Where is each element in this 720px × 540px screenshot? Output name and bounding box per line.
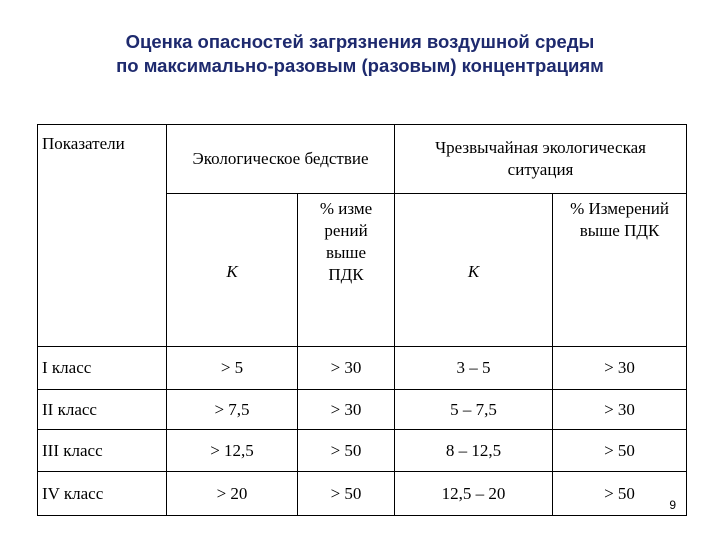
- cell-k-disaster: > 7,5: [167, 390, 298, 430]
- cell-pct-disaster: > 30: [298, 347, 395, 390]
- cell-k-emergency: 12,5 – 20: [395, 472, 553, 516]
- title-line-2: по максимально-разовым (разовым) концентрациям: [116, 55, 604, 76]
- subheader-pct-emergency: % Измерений выше ПДК: [553, 194, 687, 347]
- cell-pct-emergency: > 30: [553, 390, 687, 430]
- header-row: [38, 125, 687, 194]
- table-row: [38, 472, 687, 516]
- cell-k-emergency: 8 – 12,5: [395, 430, 553, 472]
- cell-pct-disaster: > 30: [298, 390, 395, 430]
- header-emergency-situation: Чрезвычайная экологическая ситуация: [395, 125, 687, 194]
- cell-pct-emergency: > 30: [553, 347, 687, 390]
- cell-pct-emergency: > 50: [553, 472, 687, 516]
- row-label: I класс: [38, 347, 167, 390]
- subheader-k-disaster: К: [167, 194, 298, 347]
- pollution-hazard-table: [37, 124, 687, 516]
- cell-k-disaster: > 5: [167, 347, 298, 390]
- cell-k-disaster: > 20: [167, 472, 298, 516]
- subheader-k-emergency: К: [395, 194, 553, 347]
- slide-title: [0, 30, 720, 78]
- cell-k-disaster: > 12,5: [167, 430, 298, 472]
- cell-pct-disaster: > 50: [298, 430, 395, 472]
- header-ecological-disaster: Экологическое бедствие: [167, 125, 395, 194]
- cell-pct-disaster: > 50: [298, 472, 395, 516]
- cell-k-emergency: 3 – 5: [395, 347, 553, 390]
- row-label: III класс: [38, 430, 167, 472]
- subheader-pct-disaster: % изме рений выше ПДК: [298, 194, 395, 347]
- cell-k-emergency: 5 – 7,5: [395, 390, 553, 430]
- header-indicators: Показатели: [38, 125, 167, 347]
- title-line-1: Оценка опасностей загрязнения воздушной среды: [125, 31, 595, 52]
- table-row: [38, 347, 687, 390]
- page-number: 9: [669, 498, 676, 512]
- row-label: II класс: [38, 390, 167, 430]
- table-row: [38, 430, 687, 472]
- cell-pct-emergency: > 50: [553, 430, 687, 472]
- row-label: IV класс: [38, 472, 167, 516]
- table-row: [38, 390, 687, 430]
